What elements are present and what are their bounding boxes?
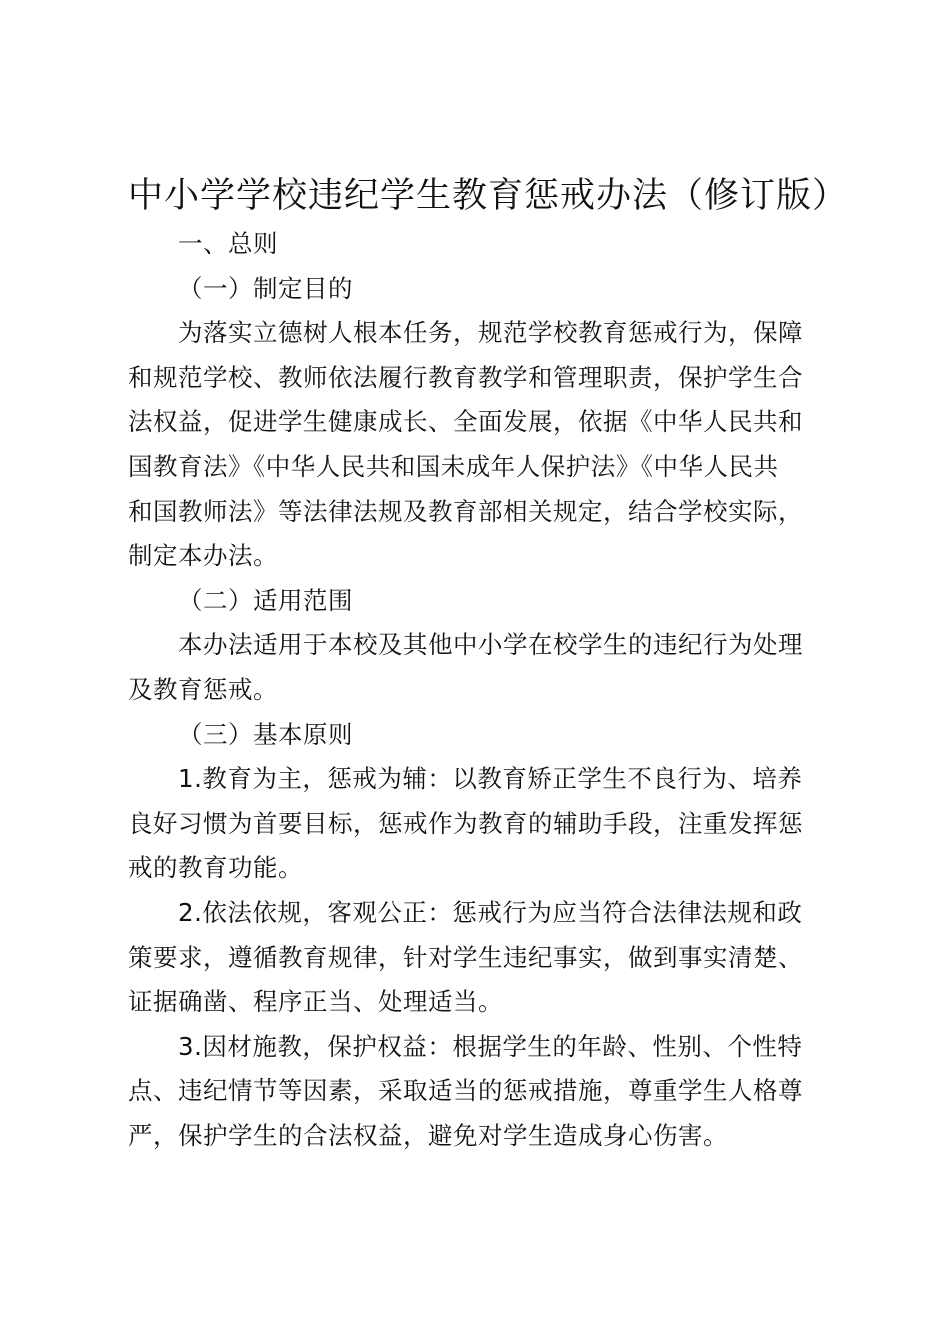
subheading-scope: （二）适用范围	[178, 585, 353, 615]
document-body	[128, 222, 834, 1158]
section-heading-general: 一、总则	[178, 229, 278, 258]
paragraph-scope: 本办法适用于本校及其他中小学在校学生的违纪行为处理 及教育惩戒。	[128, 630, 803, 704]
document-title: 中小学学校违纪学生教育惩戒办法（修订版）	[128, 176, 849, 216]
paragraph-purpose: 为落实立德树人根本任务，规范学校教育惩戒行为，保障 和规范学校、教师依法履行教育教学和管理职责，保护学生合 法权益，促进学生健康成长、全面发展，依据《中华人民共和 国教育法》《中华人民共和国未成年人保护法》《中华人民共 和国教师法》等法律法规及教育部相关规定，结合学校实际， 制定本办法。	[128, 318, 803, 571]
paragraph-principle-1: 1.教育为主，惩戒为辅：以教育矫正学生不良行为、培养 良好习惯为首要目标，惩戒作为教育的辅助手段，注重发挥惩 戒的教育功能。	[128, 764, 803, 883]
subheading-purpose: （一）制定目的	[178, 273, 353, 303]
subheading-principles: （三）基本原则	[178, 719, 353, 749]
paragraph-principle-3: 3.因材施教，保护权益：根据学生的年龄、性别、个性特 点、违纪情节等因素，采取适当的惩戒措施，尊重学生人格尊 严，保护学生的合法权益，避免对学生造成身心伤害。	[128, 1031, 803, 1150]
paragraph-principle-2: 2.依法依规，客观公正：惩戒行为应当符合法律法规和政 策要求，遵循教育规律，针对学生违纪事实，做到事实清楚、 证据确凿、程序正当、处理适当。	[128, 897, 803, 1017]
